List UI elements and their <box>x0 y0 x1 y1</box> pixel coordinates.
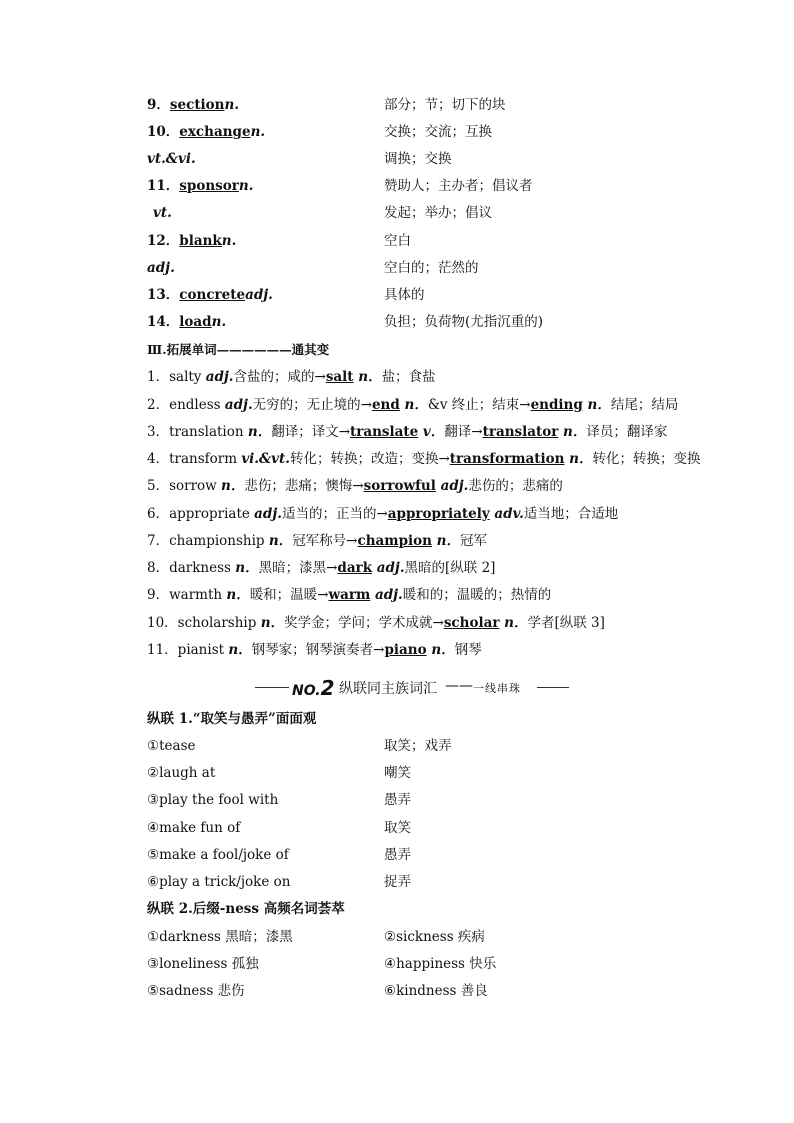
link1-title: 纵联 1.“取笑与愚弄”面面观 <box>147 711 317 727</box>
part-of-speech: n. <box>221 233 237 249</box>
part-of-speech: adj. <box>245 287 273 303</box>
vocab-word: section <box>169 97 225 113</box>
part-of-speech: adv. <box>489 506 524 522</box>
derived-word: appropriately <box>387 506 490 522</box>
ext-meaning: 无穷的；无止境的→ <box>252 397 372 413</box>
item-number: 11． <box>147 178 180 194</box>
part-of-speech: vi.&vt. <box>241 451 290 467</box>
ext-word: 3．translation <box>147 424 248 440</box>
part-of-speech: n. <box>211 314 227 330</box>
ext-meaning: 翻译；译文→ <box>271 424 351 440</box>
part-of-speech: n. <box>224 97 240 113</box>
banner-no-label: NO. <box>292 683 321 699</box>
vocab-word: load <box>179 314 212 330</box>
derived-meaning: 译员；翻译家 <box>586 424 668 440</box>
derived-meaning: 盐；食盐 <box>381 369 436 385</box>
vocab-meaning: 发起；举办；倡议 <box>384 205 492 221</box>
phrase: ⑤make a fool/joke of <box>147 847 289 863</box>
vocab-word: exchange <box>179 124 251 140</box>
ext-word: 4．transform <box>147 451 242 467</box>
ext-word: 8．darkness <box>147 560 236 576</box>
ext-word: 11．pianist <box>147 642 229 658</box>
part-of-speech: vt. <box>153 205 172 221</box>
part-of-speech: n． <box>260 615 285 631</box>
ext-meaning: 适当的；正当的→ <box>281 506 388 522</box>
vocab-meaning: 空白 <box>384 233 411 249</box>
part-of-speech: adj. <box>435 478 469 494</box>
ext-item <box>147 395 678 415</box>
ext-item <box>147 449 700 469</box>
banner-title: 纵联同主族词汇 <box>339 681 437 697</box>
phrase: ①tease <box>147 738 196 754</box>
derived-meaning: 学者[纵联 3] <box>527 615 605 631</box>
ext-item <box>147 367 436 387</box>
derived-meaning: 暖和的；温暖的；热情的 <box>402 587 552 603</box>
derived-word: sorrowful <box>363 478 436 494</box>
ext-item <box>147 613 605 633</box>
part-of-speech: adj. <box>205 369 234 385</box>
derived-word: transformation <box>449 451 565 467</box>
derived-meaning: 转化；转换；变换 <box>592 451 701 467</box>
banner-subtitle: 一线串珠 <box>473 682 521 695</box>
vocab-meaning: 空白的；茫然的 <box>384 260 479 276</box>
ext-word: 1．salty <box>147 369 206 385</box>
derived-word: end <box>371 397 400 413</box>
ext-word: 7．championship <box>147 533 269 549</box>
banner-number <box>292 676 335 700</box>
derived-meaning: 冠军 <box>459 533 487 549</box>
ext-meaning: 钢琴家；钢琴演奏者→ <box>251 642 385 658</box>
part-of-speech: n． <box>228 642 252 658</box>
ext-meaning: 转化；转换；改造；变换→ <box>289 451 450 467</box>
part-of-speech: n. <box>250 124 266 140</box>
derived-meaning: 黑暗的[纵联 2] <box>404 560 496 576</box>
part-of-speech: n. <box>238 178 254 194</box>
part-of-speech: n． <box>426 642 455 658</box>
phrase: ④make fun of <box>147 820 241 836</box>
ext-item <box>147 531 487 551</box>
ext-meaning: 黑暗；漆黑→ <box>258 560 338 576</box>
ext-item <box>147 476 563 496</box>
item-number: 12． <box>147 233 180 249</box>
part-of-speech: n． <box>247 424 272 440</box>
item-number: 9． <box>147 97 170 113</box>
ext-item <box>147 422 667 442</box>
part-of-speech: adj. <box>254 506 282 522</box>
derived-meaning: &v 终止；结束→ <box>427 397 531 413</box>
noun-entry: ③loneliness 孤独 <box>147 956 259 972</box>
part-of-speech: n． <box>431 533 460 549</box>
part-of-speech: adj. <box>224 397 253 413</box>
item-number: 14． <box>147 314 180 330</box>
derived-meaning: 悲伤的；悲痛的 <box>468 478 563 494</box>
banner-rule-left <box>255 687 289 688</box>
ext-word: 9．warmth <box>147 587 227 603</box>
vocab-meaning: 赞助人；主办者；倡议者 <box>384 178 533 194</box>
part-of-speech: n． <box>268 533 293 549</box>
derived-word: dark <box>337 560 373 576</box>
item-number: 13． <box>147 287 180 303</box>
ext-item <box>147 504 618 524</box>
derived-word: ending <box>530 397 583 413</box>
part-of-speech: vt.&vi. <box>147 151 196 167</box>
part-of-speech: n． <box>499 615 528 631</box>
derived-word: piano <box>384 642 427 658</box>
part-of-speech: n． <box>399 397 428 413</box>
noun-entry: ②sickness 疾病 <box>384 929 485 945</box>
part-of-speech: adj. <box>147 260 175 276</box>
part-of-speech: v． <box>418 424 445 440</box>
phrase-meaning: 捉弄 <box>384 874 411 890</box>
derived-word: translate <box>350 424 419 440</box>
part-of-speech: adj. <box>372 560 405 576</box>
section-banner <box>255 676 575 700</box>
phrase-meaning: 取笑；戏弄 <box>384 738 452 754</box>
vocab-meaning: 部分；节；切下的块 <box>384 97 506 113</box>
phrase: ⑥play a trick/joke on <box>147 874 291 890</box>
ext-meaning: 奖学金；学问；学术成就→ <box>284 615 444 631</box>
section-heading: Ⅲ.拓展单词——————通其变 <box>147 342 330 357</box>
ext-meaning: 含盐的；咸的→ <box>233 369 326 385</box>
ext-word: 10．scholarship <box>147 615 261 631</box>
banner-no-digit: 2 <box>320 676 335 700</box>
phrase-meaning: 愚弄 <box>384 792 411 808</box>
derived-meaning: 结尾；结局 <box>610 397 679 413</box>
vocab-meaning: 交换；交流；互换 <box>384 124 492 140</box>
derived-word: scholar <box>443 615 500 631</box>
item-number: 10． <box>147 124 180 140</box>
vocab-word: concrete <box>179 287 246 303</box>
ext-meaning: 冠军称号→ <box>292 533 358 549</box>
vocab-word: sponsor <box>179 178 239 194</box>
part-of-speech: n． <box>221 478 245 494</box>
part-of-speech: n． <box>582 397 611 413</box>
ext-item <box>147 558 495 578</box>
ext-meaning: 悲伤；悲痛；懊悔→ <box>244 478 364 494</box>
noun-entry: ⑤sadness 悲伤 <box>147 983 245 999</box>
part-of-speech: n． <box>353 369 382 385</box>
derived-meaning: 翻译→ <box>444 424 483 440</box>
vocab-meaning: 具体的 <box>384 287 425 303</box>
part-of-speech: n． <box>558 424 587 440</box>
noun-entry: ①darkness 黑暗；漆黑 <box>147 929 293 945</box>
vocab-meaning: 调换；交换 <box>384 151 452 167</box>
ext-word: 2．endless <box>147 397 225 413</box>
phrase-meaning: 取笑 <box>384 820 411 836</box>
derived-word: champion <box>357 533 432 549</box>
vocab-meaning: 负担；负荷物(尤指沉重的) <box>384 314 544 330</box>
banner-rule-right <box>537 687 569 688</box>
noun-entry: ⑥kindness 善良 <box>384 983 488 999</box>
ext-meaning: 暖和；温暖→ <box>249 587 329 603</box>
derived-word: translator <box>482 424 559 440</box>
ext-word: 6．appropriate <box>147 506 255 522</box>
banner-dash: —— <box>445 678 473 694</box>
part-of-speech: n． <box>235 560 259 576</box>
part-of-speech: n． <box>564 451 593 467</box>
derived-word: warm <box>328 587 371 603</box>
derived-word: salt <box>325 369 354 385</box>
vocab-word: blank <box>179 233 222 249</box>
ext-item <box>147 640 482 660</box>
phrase: ②laugh at <box>147 765 216 781</box>
derived-meaning: 适当地；合适地 <box>523 506 619 522</box>
phrase: ③play the fool with <box>147 792 279 808</box>
derived-meaning: 钢琴 <box>454 642 482 658</box>
part-of-speech: n． <box>226 587 250 603</box>
part-of-speech: adj. <box>370 587 403 603</box>
noun-entry: ④happiness 快乐 <box>384 956 497 972</box>
ext-item <box>147 585 551 605</box>
ext-word: 5．sorrow <box>147 478 222 494</box>
phrase-meaning: 嘲笑 <box>384 765 411 781</box>
phrase-meaning: 愚弄 <box>384 847 411 863</box>
link2-title: 纵联 2.后缀-ness 高频名词荟萃 <box>147 901 345 917</box>
